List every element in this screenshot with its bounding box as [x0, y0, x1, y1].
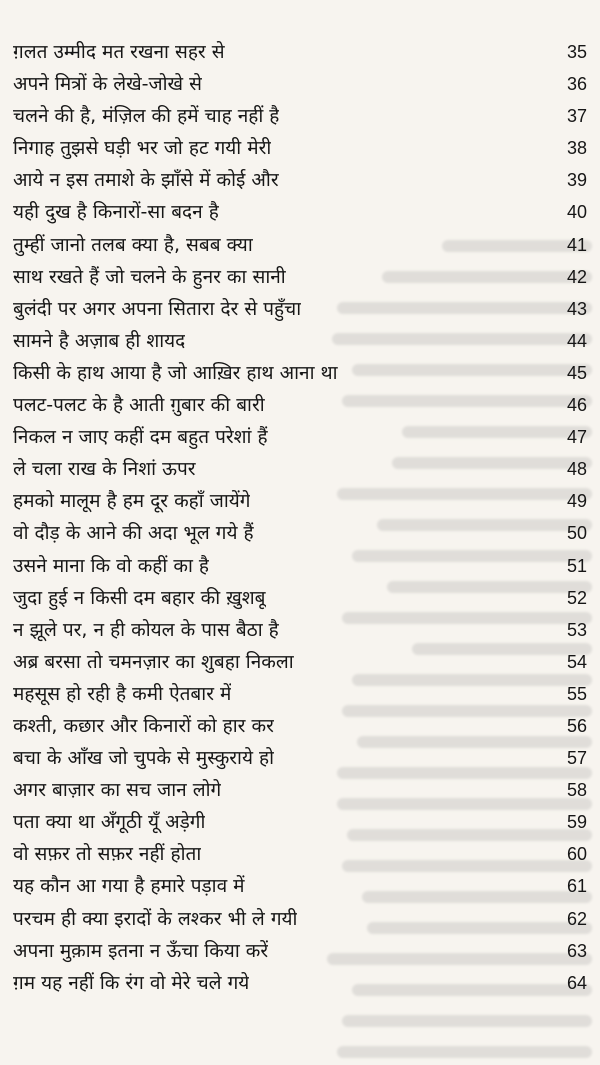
entry-title: अपना मुक़ाम इतना न ऊँचा किया करें [13, 939, 269, 962]
entry-page-number: 55 [566, 683, 587, 704]
toc-entry [13, 36, 588, 68]
toc-entry [13, 935, 588, 967]
entry-title: हमको मालूम है हम दूर कहाँ जायेंगे [13, 490, 251, 513]
entry-title: बुलंदी पर अगर अपना सितारा देर से पहुँचा [13, 297, 302, 320]
toc-entry [13, 421, 588, 453]
entry-title: निकल न जाए कहीं दम बहुत परेशां हैं [13, 426, 268, 449]
entry-page-number: 56 [566, 715, 587, 736]
toc-entry [13, 196, 588, 228]
entry-page-number: 48 [566, 459, 587, 480]
entry-page-number: 41 [566, 234, 587, 255]
toc-entry [13, 293, 588, 325]
entry-title: अब्र बरसा तो चमनज़ार का शुबहा निकला [13, 650, 294, 673]
toc-entry [13, 646, 588, 678]
entry-page-number: 57 [566, 748, 587, 769]
entry-page-number: 62 [566, 908, 587, 929]
entry-page-number: 40 [566, 202, 587, 223]
entry-page-number: 39 [566, 170, 587, 191]
entry-page-number: 47 [566, 427, 587, 448]
entry-title: तुम्हीं जानो तलब क्या है, सबब क्या [13, 233, 253, 256]
entry-title: ग़म यह नहीं कि रंग वो मेरे चले गये [13, 971, 250, 994]
entry-page-number: 50 [566, 523, 587, 544]
entry-page-number: 59 [566, 812, 587, 833]
entry-page-number: 49 [566, 491, 587, 512]
entry-title: उसने माना कि वो कहीं का है [13, 554, 209, 577]
entry-page-number: 52 [566, 587, 587, 608]
toc-entry [13, 774, 588, 806]
toc-entry [13, 742, 588, 774]
entry-title: अपने मित्रों के लेखे-जोखे से [13, 73, 202, 96]
entry-page-number: 61 [566, 876, 587, 897]
toc-entry [13, 325, 588, 357]
entry-title: साथ रखते हैं जो चलने के हुनर का सानी [13, 265, 286, 288]
entry-title: ग़लत उम्मीद मत रखना सहर से [13, 41, 225, 63]
entry-page-number: 51 [566, 555, 587, 576]
entry-page-number: 37 [566, 106, 587, 127]
entry-page-number: 58 [566, 780, 587, 801]
entry-title: कश्ती, कछार और किनारों को हार कर [13, 714, 274, 737]
entry-page-number: 53 [566, 619, 587, 640]
toc-entry [13, 100, 588, 132]
entry-title: पलट-पलट के है आती ग़ुबार की बारी [13, 394, 265, 417]
entry-title: वो दौड़ के आने की अदा भूल गये हैं [13, 522, 254, 545]
toc-entry [13, 229, 588, 261]
toc-entry [13, 68, 588, 100]
entry-page-number: 35 [566, 42, 587, 62]
entry-page-number: 44 [566, 330, 587, 351]
entry-title: जुदा हुई न किसी दम बहार की ख़ुशबू [13, 586, 266, 609]
show-through-line [337, 1046, 592, 1058]
entry-title: निगाह तुझसे घड़ी भर जो हट गयी मेरी [13, 137, 272, 160]
entry-page-number: 42 [566, 266, 587, 287]
table-of-contents [13, 36, 588, 999]
toc-entry [13, 550, 588, 582]
toc-entry [13, 967, 588, 999]
toc-entry [13, 164, 588, 196]
entry-title: ले चला राख के निशां ऊपर [13, 458, 196, 481]
toc-entry [13, 710, 588, 742]
entry-title: अगर बाज़ार का सच जान लोगे [13, 779, 222, 802]
entry-page-number: 45 [566, 362, 587, 383]
entry-title: परचम ही क्या इरादों के लश्कर भी ले गयी [13, 907, 298, 930]
entry-title: आये न इस तमाशे के झाँसे में कोई और [13, 169, 279, 192]
toc-entry [13, 132, 588, 164]
entry-title: महसूस हो रही है कमी ऐतबार में [13, 682, 232, 705]
toc-entry [13, 485, 588, 517]
entry-title: न झूले पर, न ही कोयल के पास बैठा है [13, 618, 279, 641]
entry-title: सामने है अज़ाब ही शायद [13, 329, 186, 352]
toc-entry [13, 838, 588, 870]
toc-entry [13, 678, 588, 710]
entry-page-number: 46 [566, 395, 587, 416]
toc-entry [13, 389, 588, 421]
entry-title: वो सफ़र तो सफ़र नहीं होता [13, 843, 202, 866]
entry-page-number: 54 [566, 651, 587, 672]
toc-entry [13, 357, 588, 389]
toc-entry [13, 870, 588, 902]
toc-entry [13, 614, 588, 646]
entry-page-number: 43 [566, 298, 587, 319]
toc-entry [13, 453, 588, 485]
entry-page-number: 64 [566, 972, 587, 993]
show-through-line [342, 1015, 592, 1027]
entry-title: चलने की है, मंज़िल की हमें चाह नहीं है [13, 105, 280, 128]
entry-page-number: 36 [566, 74, 587, 95]
entry-page-number: 60 [566, 844, 587, 865]
toc-entry [13, 903, 588, 935]
toc-entry [13, 517, 588, 549]
entry-page-number: 38 [566, 138, 587, 159]
toc-entry [13, 582, 588, 614]
entry-title: यही दुख है किनारों-सा बदन है [13, 201, 219, 224]
entry-page-number: 63 [566, 940, 587, 961]
toc-entry [13, 261, 588, 293]
entry-title: किसी के हाथ आया है जो आख़िर हाथ आना था [13, 361, 338, 384]
entry-title: यह कौन आ गया है हमारे पड़ाव में [13, 875, 245, 898]
entry-title: पता क्या था अँगूठी यूँ अड़ेगी [13, 811, 206, 834]
entry-title: बचा के आँख जो चुपके से मुस्कुराये हो [13, 747, 275, 770]
toc-entry [13, 806, 588, 838]
